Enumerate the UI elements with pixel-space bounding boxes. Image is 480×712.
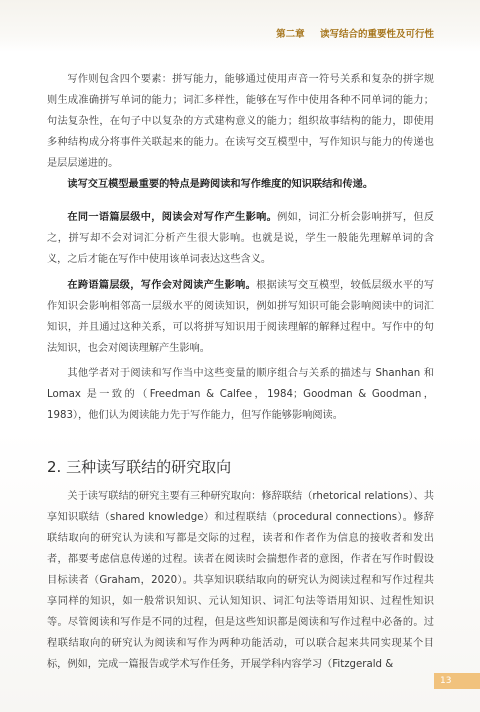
- page-number: 13: [434, 673, 480, 689]
- paragraph-4: [47, 275, 434, 359]
- page-header: [0, 0, 480, 52]
- paragraph-text: [47, 275, 434, 359]
- paragraph-5: [47, 363, 434, 426]
- paragraph-text: [47, 207, 434, 270]
- paragraph-text: 写作则包含四个要素：拼写能力，能够通过使用声音一符号关系和复杂的拼字规则生成准确拼写单词的能力；词汇多样性，能够在写作中使用各种不同单词的能力；句法复杂性，在句子中以复杂的方式建构意义的能力；组织故事结构的能力，即使用多种结构成分将事件关联起来的能力。在读写交互模型中，写作知识与能力的传递也是层层递进的。: [47, 74, 434, 169]
- paragraph-2: [47, 174, 434, 195]
- running-head: [276, 26, 434, 40]
- paragraph-text: 其他学者对于阅读和写作当中这些变量的顺序组合与关系的描述与 Shanhan 和 Lomax 是一致的（Freedman & Calfee，1984；Goodman & Goodman，1983），他们认为阅读能力先于写作能力，但写作能够影响阅读。: [47, 368, 434, 421]
- paragraph-lead: 在跨语篇层级，写作会对阅读产生影响。: [67, 280, 257, 291]
- paragraph-body: 根据读写交互模型，较低层级水平的写作知识会影响相邻高一层级水平的阅读知识，例如拼写知识可能会影响阅读中的词汇知识，并且通过这种关系，可以将拼写知识用于阅读理解的解释过程中。写作中的句法知识，也会对阅读理解产生影响。: [47, 280, 435, 354]
- section-heading: 2. 三种读写联结的研究取向: [47, 458, 232, 476]
- paragraph-text: 关于读写联结的研究主要有三种研究取向：修辞联结（rhetorical relations）、共享知识联结（shared knowledge）和过程联结（procedural connections）。修辞联结取向的研究认为读和写都是交际的过程，读者和作者作为信息的接收者和发出者，都要考虑信息传递的过程。读者在阅读时会揣想作者的意图，作者在写作时假设目标读者（Graham，2020）。共享知识联结取向的研究认为阅读过程和写作过程共享同样的知识，如一般常识知识、元认知知识、词汇句法等语用知识、过程性知识等。尽管阅读和写作是不同的过程，但是这些知识都是阅读和写作过程中必备的。过程联结取向的研究认为阅读和写作为两种功能活动，可以联合起来共同实现某个目标，例如，完成一篇报告或学术写作任务，开展学科内容学习（Fitzgerald &: [47, 491, 434, 670]
- chapter-title: 读写结合的重要性及可行性: [319, 29, 434, 40]
- paragraph-lead: 在同一语篇层级中，阅读会对写作产生影响。: [67, 212, 278, 223]
- paragraph-6: [47, 486, 434, 675]
- paragraph-body: 例如，词汇分析会影响拼写，但反之，拼写却不会对词汇分析产生很大影响。也就是说，学生一般能先理解单词的含义，之后才能在写作中使用该单词表达这些含义。: [47, 212, 435, 265]
- chapter-label: 第二章: [276, 29, 305, 40]
- key-point: 读写交互模型最重要的特点是跨阅读和写作维度的知识联结和传递。: [67, 179, 374, 190]
- paragraph-3: [47, 207, 434, 270]
- paragraph-1: [47, 69, 434, 174]
